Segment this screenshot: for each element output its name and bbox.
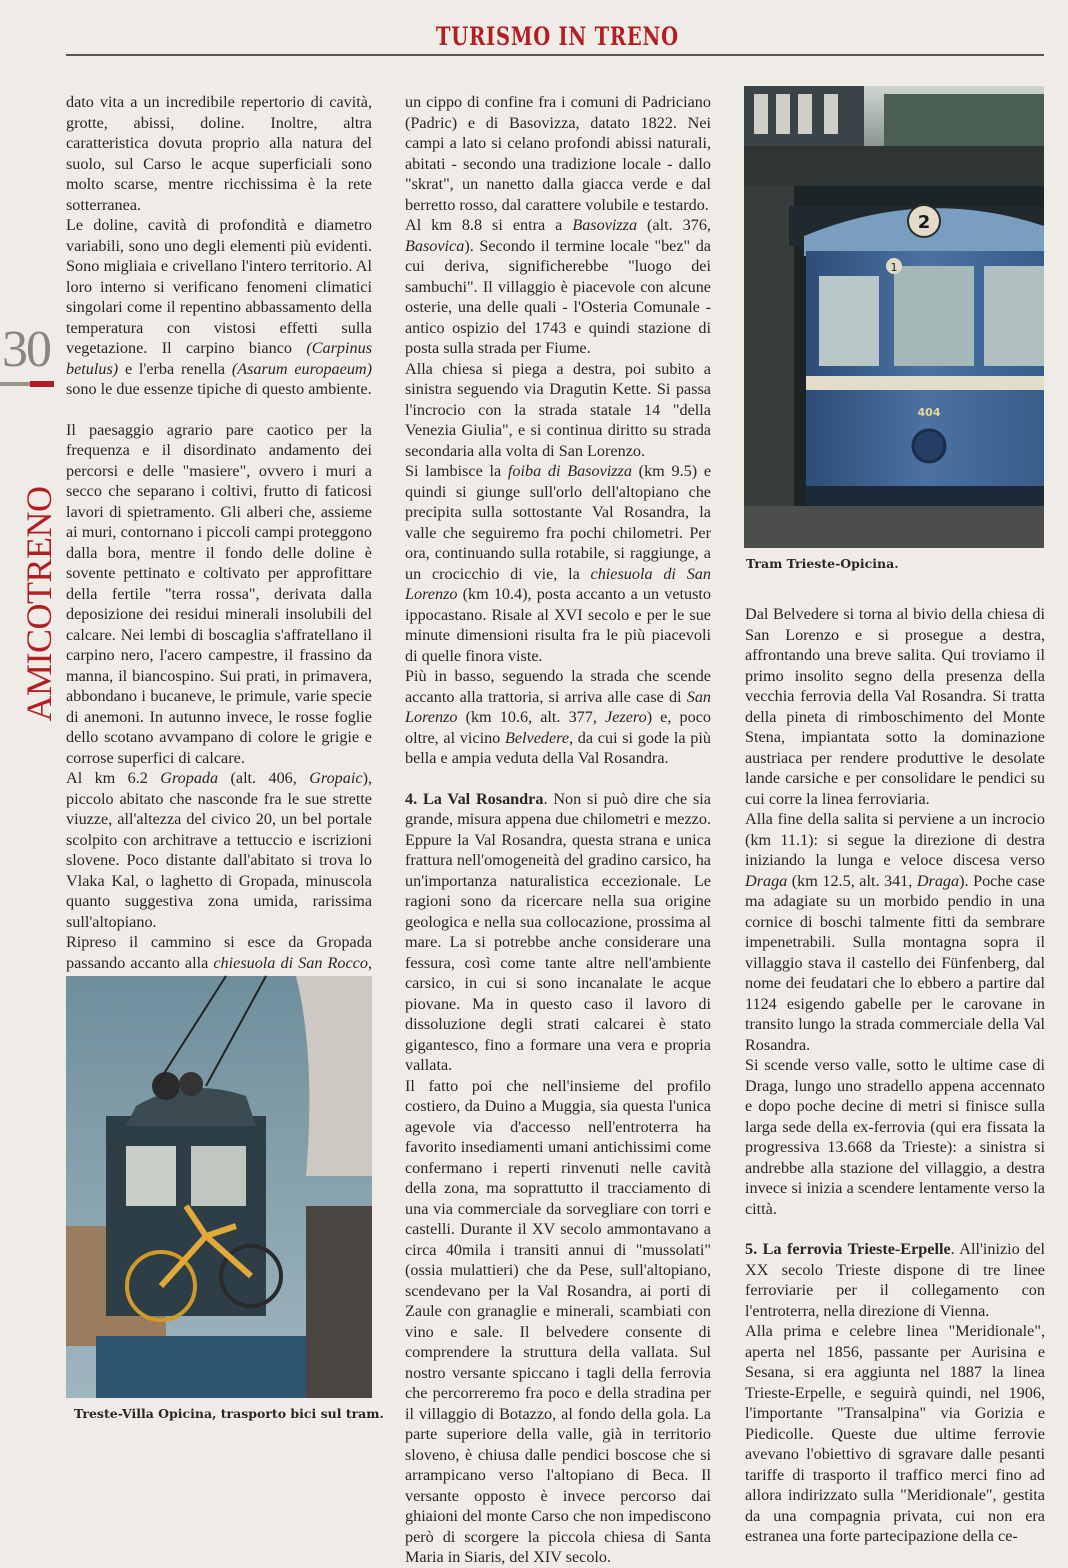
tram-illustration	[744, 86, 1044, 548]
bike-on-tram-photo	[66, 976, 372, 1398]
paragraph: Le doline, cavità di profondità e diametro variabili, sono uno degli elementi più evidenti. Sono migliaia e crivellano l'intero territorio. Al loro interno si verificano fenomeni climatici singolari come il repentino abbassamento della temperatura con vistosi effetti sulla vegetazione. Il carpino bianco (Carpinus betulus) e l'erba renella (Asarum europaeum) sono le due essenze tipiche di questo ambiente.	[66, 216, 372, 398]
photo-caption: Treste-Villa Opicina, trasporto bici sul tram.	[74, 1406, 384, 1421]
front-sign: 1	[890, 261, 898, 274]
paragraph: dato vita a un incredibile repertorio di cavità, grotte, abissi, doline. Inoltre, altra caratteristica dovuta proprio alla natura del suolo, sul Carso le acque superficiali sono molto scarse, mentre ricchissima è la rete sotterranea.	[66, 93, 372, 214]
section-ferrovia: 5. La ferrovia Trieste-Erpelle. All'inizio del XX secolo Trieste dispone di tre linee ferroviarie per il collegamento con l'entroterra, nella direzione di Vienna.	[745, 1240, 1045, 1320]
paragraph: Il paesaggio agrario pare caotico per la frequenza e il disordinato andamento dei percorsi e delle "masiere", ovvero i muri a secco che separano i coltivi, frutto di faticosi lavori di spietramento. Gli alberi che, assieme ai muri, contornano i piccoli campi proteggono dalla bora, mentre il fondo delle doline è sovente pettinato e coltivato per approfittare della fertile "terra rossa", derivata dalla deposizione dei residui minerali insolubili del calcare. Nei lembi di boscaglia s'affratellano il carpino nero, l'acero campestre, il frassino da manna, il biancospino. Sui prati, in primavera, abbondano i bucaneve, le primule, varie specie di anemoni. In autunno invece, le rosse foglie dello scotano avvampano di colore le grigie e corrose superfici di calcare.	[66, 420, 372, 767]
article-column-1	[66, 92, 372, 1096]
paragraph: Al km 8.8 si entra a Basovizza (alt. 376, Basovica). Secondo il termine locale "bez" da cui deriva, significherebbe "luogo dei sambuchi". Il villaggio è piacevole con alcune osterie, una delle quali - l'Osteria Comunale - antico ospizio del 1743 e quindi stazione di posta sulla strada per Fiume.	[405, 216, 711, 357]
paragraph: Dal Belvedere si torna al bivio della chiesa di San Lorenzo e si prosegue a destra, affrontando una breve salita. Qui troviamo il primo insolito segno della presenza della vecchia ferrovia della Val Rosandra. Si tratta della pineta di rimboschimento del Monte Stena, impiantata sotto la dominazione austriaca per rendere produttive le desolate lande carsiche e per consolidare le pendici su cui corre la linea ferroviaria.	[745, 605, 1045, 808]
paragraph: Più in basso, seguendo la strada che scende accanto alla trattoria, si arriva alle case di San Lorenzo (km 10.6, alt. 377, Jezero) e, poco oltre, al vicino Belvedere, da cui si gode la più bella e ampia veduta della Val Rosandra.	[405, 667, 711, 767]
section-heading: 4. La Val Rosandra	[405, 789, 544, 808]
paragraph: Il fatto poi che nell'insieme del profilo costiero, da Duino a Muggia, sia questa l'unica agevole via d'accesso nell'entroterra ha favorito insediamenti umani antichissimi come confermano i reperti rinvenuti nelle cavità della zona, ma soprattutto il tracciamento di una via commerciale da sorvegliare con torri e castelli. Durante il XV secolo ammontavano a circa 40mila i transiti annui di "mussolati" (ossia mulattieri) che da Pese, sull'altopiano, scendevano per la Val Rosandra, ai porti di Zaule con granaglie e minerali, scambiati con vino e sale. Il belvedere consente di comprendere la struttura della vallata. Sul nostro versante spiccano i tagli della ferrovia che percorreremo fra poco e della stradina per il villaggio di Botazzo, al fondo della gola. La parte superiore della valle, già in territorio sloveno, è chiusa dalle pendici boscose che si arrampicano verso l'altopiano di Beca. Il versante opposto è invece percorso dai ghiaioni del monte Carso che non impediscono però di scorgere la piccola chiesa di Santa Maria in Siaris, del XIV secolo.	[405, 1076, 711, 1566]
paragraph: Al km 6.2 Gropada (alt. 406, Gropaic), piccolo abitato che nasconde fra le sue strette viuzze, all'altezza del civico 20, un bel portale scolpito con architrave a tettuccio e iscrizioni slovene. Poco distante dall'abitato si trova lo Vlaka Kal, o laghetto di Gropada, minuscola quanto suggestiva zona umida, rarissima sull'altopiano.	[66, 769, 372, 931]
article-column-2	[405, 92, 711, 1568]
paragraph: un cippo di confine fra i comuni di Padriciano (Padric) e di Basovizza, datato 1822. Nei campi a lato si celano profondi abissi naturali, abitati - secondo una tradizione locale - dallo "skrat", un nanetto dalla giacca verde e dal berretto rosso, dal carattere volubile e testardo.	[405, 93, 711, 214]
route-badge: 2	[917, 212, 931, 233]
paragraph: Si lambisce la foiba di Basovizza (km 9.5) e quindi si giunge sull'orlo dell'altopiano che precipita sulla sottostante Val Rosandra, la valle che seguiremo fra pochi chilometri. Per ora, continuando sulla rotabile, si raggiunge, a un crocicchio di vie, la chiesuola di San Lorenzo (km 10.4), posta accanto a un vetusto ippocastano. Risale al XVI secolo e per le sue minute dimensioni risulta fra le più piacevoli di quelle finora viste.	[405, 462, 712, 665]
paragraph: Ripreso il cammino si esce da Gropada passando accanto alla chiesuola di San Rocco,	[66, 933, 372, 972]
side-rule	[0, 382, 30, 386]
section-heading: 5. La ferrovia Trieste-Erpelle	[745, 1240, 951, 1258]
paragraph: Alla chiesa si piega a destra, poi subito a sinistra seguendo via Dragutin Kette. Si passa l'incrocio con la strada statale 14 "della Venezia Giulia", e si continua diritto su strada secondaria alla volta di San Lorenzo.	[405, 359, 711, 460]
article-column-3	[745, 604, 1045, 1547]
header-title: TURISMO IN TRENO	[436, 22, 679, 51]
tram-trieste-opicina-photo	[744, 86, 1044, 548]
paragraph: Si scende verso valle, sotto le ultime case di Draga, lungo uno stradello appena accennato e dopo poche decine di metri si finisce sulla larga sede della ex-ferrovia (qui era fissata la progressiva 13.668 da Trieste): a sinistra si andrebbe alla stazione del villaggio, a destra invece si inizia a scendere lentamente verso la città.	[745, 1056, 1045, 1218]
paragraph: Alla fine della salita si perviene a un incrocio (km 11.1): si segue la direzione di destra iniziando la lunga e veloce discesa verso Draga (km 12.5, alt. 341, Draga). Poche case ma adagiate su un morbido pendio in una cornice di boschi talmente fitti da sembrare impenetrabili. Sulla montagna sopra il villaggio stava il castello dei Fünfenberg, dal nome dei feudatari che lo ebbero a partire dal 1124 esigendo gabelle per le carovane in transito lungo la strada commerciale della Val Rosandra.	[745, 810, 1045, 1054]
header-rule	[66, 54, 1044, 56]
page-number: 30	[2, 321, 50, 378]
paragraph: Alla prima e celebre linea "Meridionale", aperta nel 1856, passante per Aurisina e Sesana, si era aggiunta nel 1887 la linea Trieste-Erpelle, e seguirà quindi, nel 1906, l'importante "Transalpina" via Gorizia e Piedicolle. Queste due ultime ferrovie avevano l'obiettivo di sgravare dalle pesanti tariffe di trasporto il traffico merci fino ad allora indirizzato sulla "Meridionale", gestita da una compagnia privata, cui non era estranea una forte partecipazione della ce-	[745, 1322, 1045, 1545]
section-val-rosandra: 4. La Val Rosandra. Non si può dire che sia grande, misura appena due chilometri e mezzo. Eppure la Val Rosandra, questa strana e unica frattura nell'omogeneità del gradino carsico, ha un'importanza naturalistica eccezionale. Le ragioni sono da ricercare nella sua origine geologica e nella sua collocazione, prossima al mare. La si potrebbe anche considerare una fessura, così come tante altre nell'ambiente carsico, in cui si sono incanalate le acque piovane. Ma in questo caso il lavoro di dissoluzione degli strati calcarei è stato gigantesco, fino a formare una vera e propria vallata.	[405, 789, 711, 1074]
photo-caption: Tram Trieste-Opicina.	[746, 556, 899, 571]
side-rule-accent	[30, 381, 54, 387]
tram-number: 404	[917, 406, 941, 419]
bike-tram-illustration	[66, 976, 372, 1398]
